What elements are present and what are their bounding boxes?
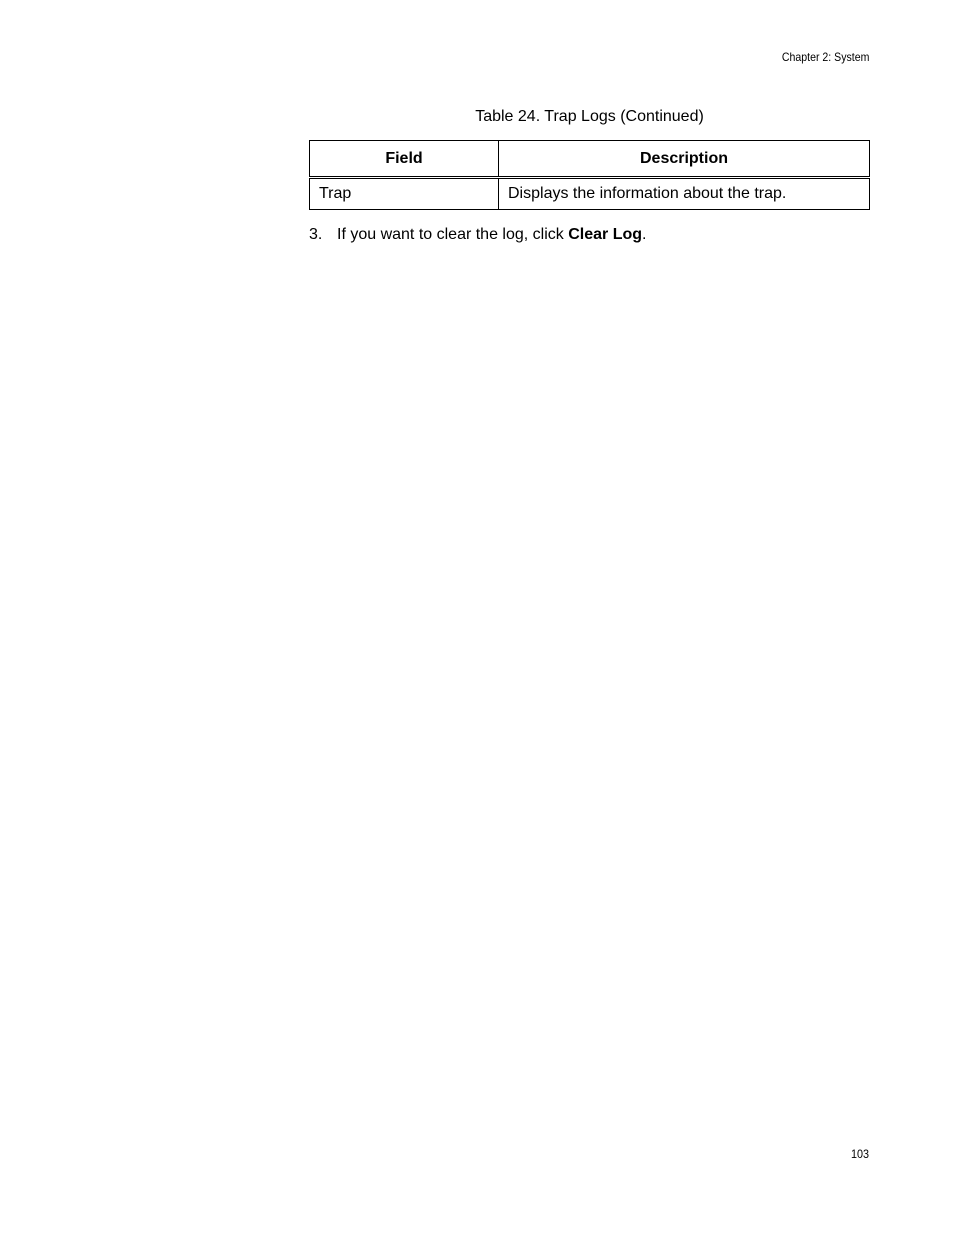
table-row (310, 178, 870, 210)
trap-logs-table (309, 140, 870, 210)
step-3 (309, 226, 646, 244)
table-cell-description: Displays the information about the trap. (499, 178, 870, 210)
step-number: 3. (309, 226, 323, 243)
column-header-field: Field (310, 141, 499, 178)
table-header-row (310, 141, 870, 178)
step-text-end: . (642, 226, 647, 243)
table-caption: Table 24. Trap Logs (Continued) (475, 108, 704, 125)
page-number: 103 (850, 1147, 869, 1161)
step-text: If you want to clear the log, click (337, 226, 569, 243)
running-header: Chapter 2: System (781, 50, 869, 64)
table-cell-field: Trap (310, 178, 499, 210)
column-header-description: Description (499, 141, 870, 178)
clear-log-label: Clear Log (568, 226, 643, 243)
